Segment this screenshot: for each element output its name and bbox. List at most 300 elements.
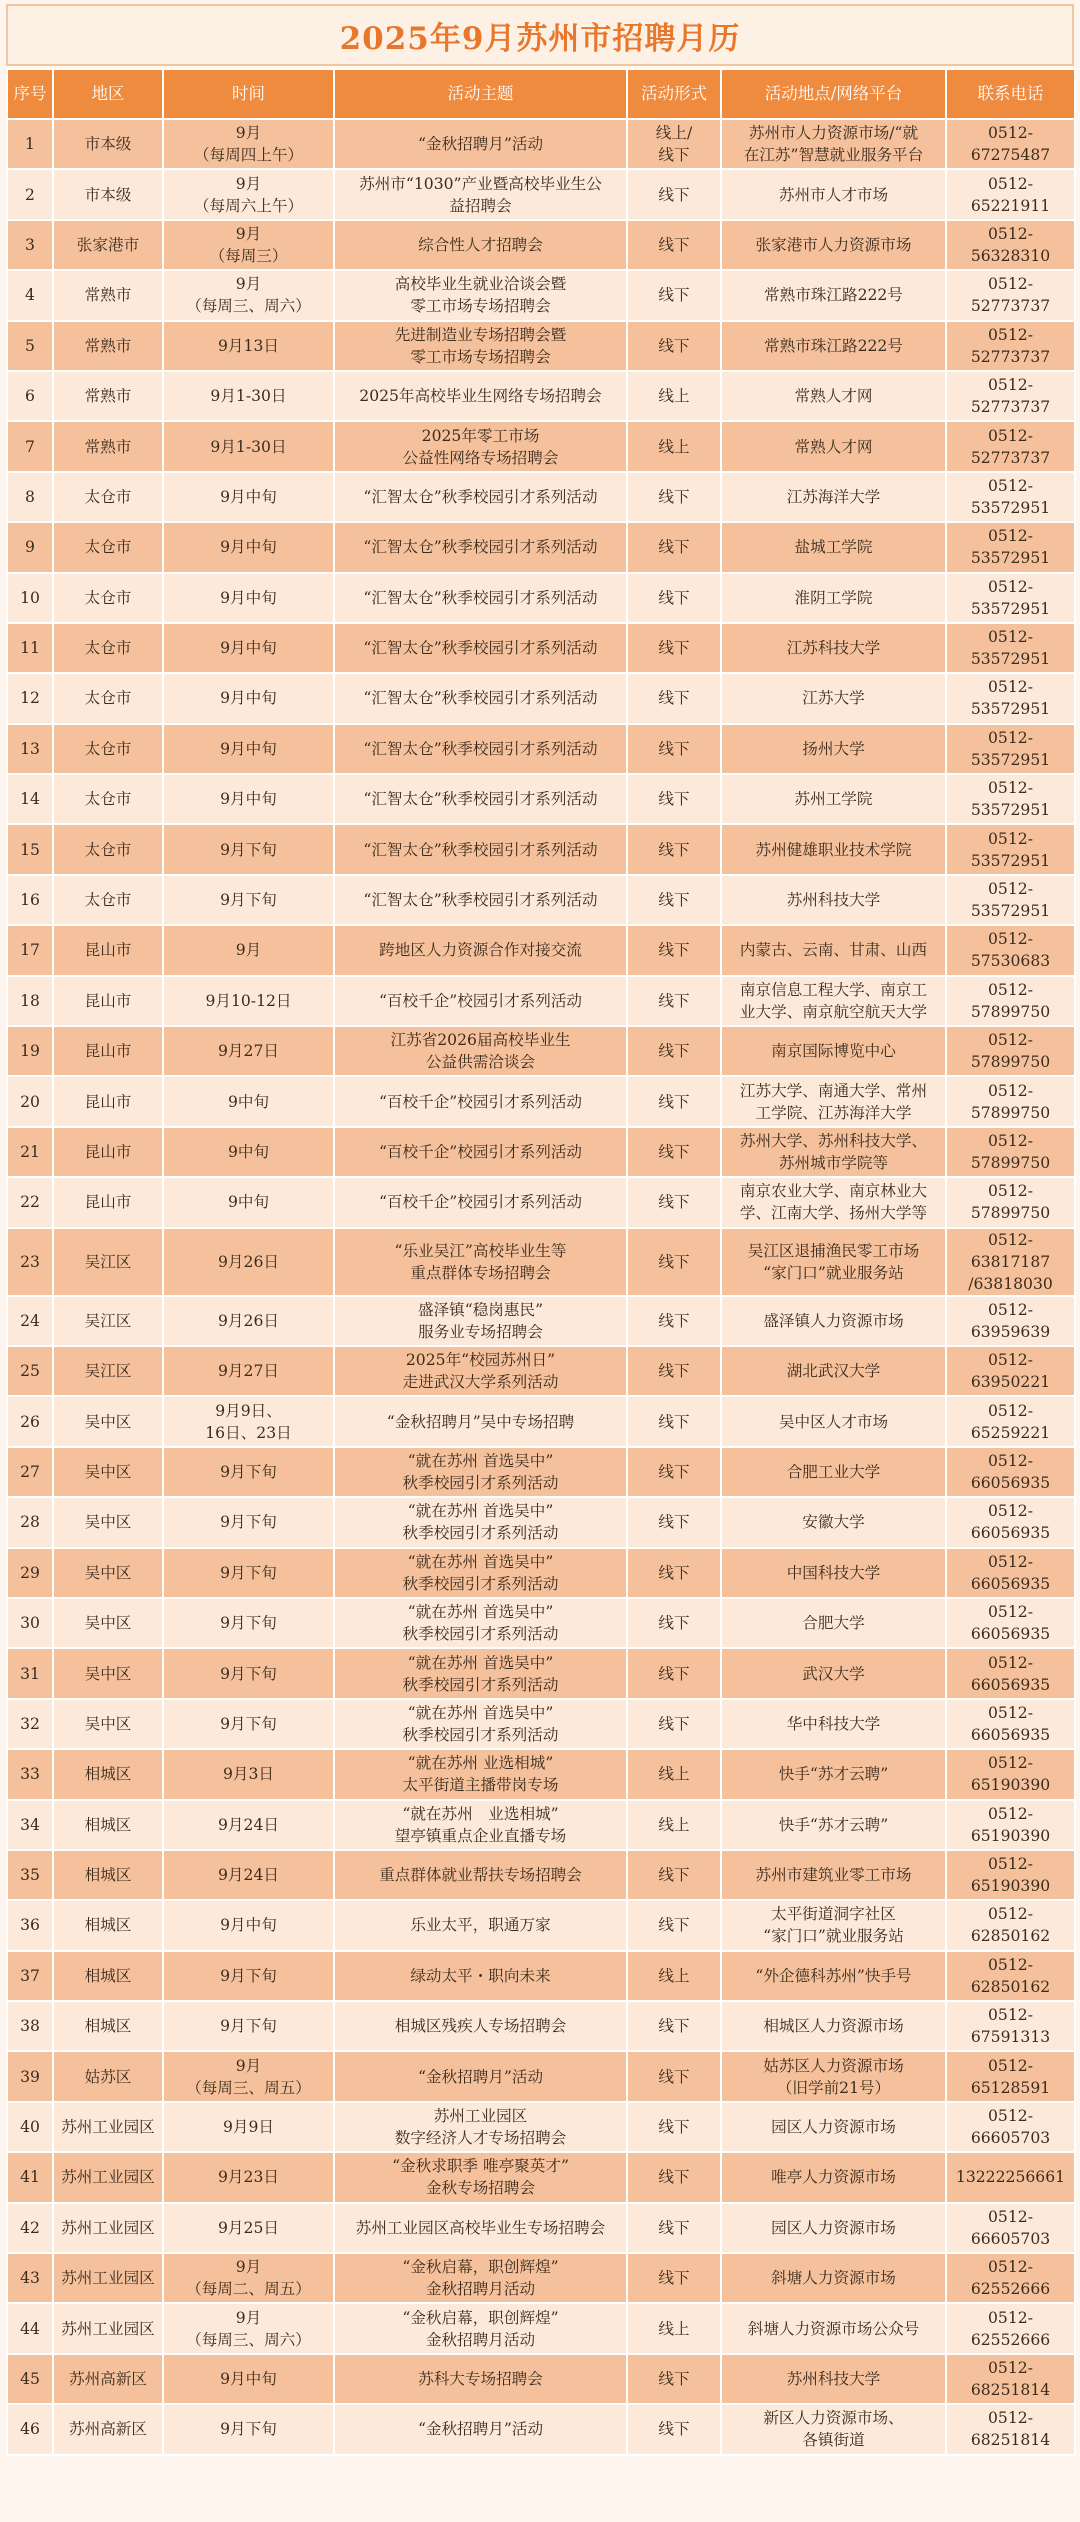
cell-time (163, 774, 334, 824)
cell-venue (721, 2051, 946, 2101)
cell-index (7, 1699, 53, 1749)
cell-theme (334, 724, 627, 774)
title-bar (6, 4, 1074, 66)
cell-format (627, 220, 721, 270)
cell-phone (946, 1296, 1075, 1346)
cell-index (7, 925, 53, 975)
cell-time-text: 9月中旬 (220, 538, 277, 557)
cell-venue (721, 220, 946, 270)
cell-index-text: 38 (20, 2017, 40, 2036)
cell-region-text: 吴中区 (84, 1462, 132, 1481)
cell-index-text: 23 (20, 1252, 40, 1271)
cell-time-text: 9月 （每周三、周五） (186, 2056, 311, 2097)
cell-theme (334, 2354, 627, 2404)
cell-theme-text: “汇智太仓”秋季校园引才系列活动 (363, 840, 598, 859)
cell-phone (946, 673, 1075, 723)
cell-time (163, 1749, 334, 1799)
cell-index-text: 36 (20, 1916, 40, 1935)
cell-theme-text: 先进制造业专场招聘会暨 零工市场专场招聘会 (394, 325, 567, 366)
cell-region (53, 1447, 163, 1497)
cell-theme (334, 1900, 627, 1950)
cell-index-text: 18 (20, 991, 40, 1010)
table-row (7, 1951, 1075, 2001)
cell-format (627, 1900, 721, 1950)
cell-theme-text: “就在苏州 业选相城” 望亭镇重点企业直播专场 (394, 1804, 567, 1845)
cell-venue (721, 1749, 946, 1799)
cell-phone-text: 0512-68251814 (970, 2409, 1051, 2450)
cell-theme-text: “金秋启幕，职创辉煌” 金秋招聘月活动 (402, 2308, 559, 2349)
cell-time (163, 1951, 334, 2001)
cell-format (627, 1648, 721, 1698)
cell-venue-text: 苏州大学、苏州科技大学、 苏州城市学院等 (739, 1132, 928, 1172)
cell-region (53, 472, 163, 522)
cell-region-text: 吴中区 (84, 1412, 132, 1431)
cell-theme-text: “就在苏州 首选吴中” 秋季校园引才系列活动 (402, 1603, 559, 1644)
cell-format (627, 371, 721, 421)
cell-index (7, 270, 53, 320)
cell-index-text: 3 (25, 235, 35, 254)
cell-time (163, 976, 334, 1026)
table-row (7, 472, 1075, 522)
cell-phone-text: 0512-65221911 (970, 174, 1051, 215)
cell-venue (721, 2303, 946, 2353)
cell-phone (946, 1447, 1075, 1497)
cell-theme (334, 472, 627, 522)
cell-format (627, 2001, 721, 2051)
cell-time-text: 9月26日 (218, 1252, 279, 1271)
cell-time-text: 9月 （每周三、周六） (186, 275, 311, 316)
cell-theme-text: “汇智太仓”秋季校园引才系列活动 (363, 588, 598, 607)
cell-region-text: 吴中区 (84, 1563, 132, 1582)
cell-format (627, 976, 721, 1026)
cell-format (627, 472, 721, 522)
cell-region (53, 774, 163, 824)
cell-format (627, 1127, 721, 1177)
cell-theme (334, 1598, 627, 1648)
table-row (7, 875, 1075, 925)
cell-venue-text: 姑苏区人力资源市场 （旧学前21号） (763, 2056, 904, 2097)
cell-theme (334, 774, 627, 824)
cell-venue (721, 421, 946, 471)
cell-theme-text: “金秋招聘月”活动 (417, 2420, 544, 2439)
cell-region-text: 相城区 (84, 1815, 132, 1834)
cell-time (163, 169, 334, 219)
cell-phone-text: 0512-67275487 (970, 124, 1051, 165)
cell-venue-text: 斜塘人力资源市场 (771, 2269, 896, 2288)
cell-region-text: 市本级 (84, 185, 132, 204)
cell-theme-text: “百校千企”校园引才系列活动 (378, 1193, 583, 1212)
cell-index-text: 17 (20, 941, 40, 960)
cell-region-text: 吴中区 (84, 1614, 132, 1633)
cell-venue (721, 2152, 946, 2202)
cell-region (53, 2253, 163, 2303)
cell-format (627, 2152, 721, 2202)
cell-index-text: 35 (20, 1866, 40, 1885)
cell-venue-text: 常熟市珠江路222号 (764, 286, 903, 305)
cell-theme (334, 1076, 627, 1126)
cell-time (163, 2001, 334, 2051)
cell-format-text: 线下 (658, 1092, 690, 1111)
cell-time-text: 9中旬 (227, 1143, 270, 1161)
cell-index (7, 824, 53, 874)
cell-index (7, 321, 53, 371)
cell-index-text: 7 (25, 437, 35, 456)
cell-venue (721, 673, 946, 723)
cell-region (53, 421, 163, 471)
cell-region-text: 太仓市 (84, 790, 132, 809)
cell-theme (334, 1296, 627, 1346)
cell-index (7, 421, 53, 471)
cell-phone-text: 0512-57899750 (970, 1031, 1051, 1072)
cell-venue-text: 苏州工学院 (794, 790, 873, 809)
header-venue: 活动地点/网络平台 (721, 69, 946, 119)
cell-venue (721, 824, 946, 874)
cell-venue (721, 1900, 946, 1950)
table-row (7, 2152, 1075, 2202)
cell-phone-text: 0512-63817187 /63818030 (968, 1230, 1053, 1293)
cell-format-text: 线下 (658, 1193, 690, 1212)
cell-theme-text: 苏州工业园区高校毕业生专场招聘会 (355, 2218, 606, 2237)
cell-index (7, 522, 53, 572)
cell-venue-text: 吴中区人才市场 (778, 1412, 889, 1431)
cell-theme (334, 623, 627, 673)
cell-theme-text: “汇智太仓”秋季校园引才系列活动 (363, 639, 598, 658)
cell-region-text: 太仓市 (84, 891, 132, 910)
cell-venue-text: 园区人力资源市场 (771, 2218, 896, 2237)
cell-region (53, 1900, 163, 1950)
cell-phone (946, 2203, 1075, 2253)
cell-index (7, 1800, 53, 1850)
cell-region (53, 220, 163, 270)
cell-format-text: 线下 (658, 1042, 690, 1061)
cell-index-text: 12 (20, 689, 40, 708)
cell-index-text: 20 (20, 1092, 40, 1111)
cell-time (163, 1177, 334, 1227)
table-row (7, 220, 1075, 270)
cell-format (627, 1228, 721, 1296)
cell-theme-text: “汇智太仓”秋季校园引才系列活动 (363, 689, 598, 708)
cell-venue-text: 苏州市人力资源市场/“就 在江苏”智慧就业服务平台 (743, 124, 924, 165)
cell-index (7, 472, 53, 522)
cell-time-text: 9月 （每周二、周五） (186, 2258, 311, 2299)
table-row (7, 1900, 1075, 1950)
cell-region (53, 2102, 163, 2152)
cell-index-text: 32 (20, 1714, 40, 1733)
cell-index-text: 19 (20, 1042, 40, 1061)
cell-venue-text: 合肥工业大学 (786, 1462, 881, 1481)
cell-theme (334, 1800, 627, 1850)
cell-time (163, 472, 334, 522)
cell-format (627, 623, 721, 673)
cell-venue-text: 苏州科技大学 (786, 2369, 881, 2388)
table-row (7, 1800, 1075, 1850)
cell-index (7, 119, 53, 169)
cell-theme (334, 1548, 627, 1598)
cell-format (627, 2203, 721, 2253)
cell-phone (946, 421, 1075, 471)
cell-region-text: 昆山市 (84, 1143, 132, 1161)
table-row (7, 2102, 1075, 2152)
cell-time-text: 9月中旬 (220, 588, 277, 607)
cell-format (627, 673, 721, 723)
cell-phone (946, 724, 1075, 774)
cell-time (163, 875, 334, 925)
cell-theme (334, 1497, 627, 1547)
cell-theme-text: “就在苏州 首选吴中” 秋季校园引才系列活动 (402, 1703, 559, 1744)
table-row (7, 1396, 1075, 1446)
cell-venue-text: 常熟市珠江路222号 (764, 336, 903, 355)
cell-theme (334, 1951, 627, 2001)
cell-time-text: 9月下旬 (220, 1714, 277, 1733)
cell-time (163, 1076, 334, 1126)
cell-venue-text: 江苏大学 (802, 689, 865, 708)
cell-region (53, 673, 163, 723)
cell-phone (946, 976, 1075, 1026)
cell-theme (334, 371, 627, 421)
cell-region-text: 市本级 (84, 135, 132, 154)
cell-format-text: 线上 (658, 1966, 690, 1985)
cell-index (7, 169, 53, 219)
cell-region-text: 昆山市 (84, 1193, 132, 1212)
cell-time-text: 9月24日 (218, 1866, 279, 1885)
cell-region (53, 2354, 163, 2404)
cell-region (53, 321, 163, 371)
table-row (7, 2001, 1075, 2051)
cell-region (53, 623, 163, 673)
cell-region-text: 常熟市 (84, 437, 132, 456)
cell-format-text: 线下 (658, 1916, 690, 1935)
cell-region-text: 太仓市 (84, 639, 132, 658)
cell-index (7, 1177, 53, 1227)
cell-theme (334, 421, 627, 471)
cell-index-text: 46 (20, 2420, 40, 2439)
cell-region-text: 相城区 (84, 1966, 132, 1985)
cell-region (53, 2404, 163, 2454)
cell-format (627, 421, 721, 471)
cell-theme-text: “汇智太仓”秋季校园引才系列活动 (363, 891, 598, 910)
cell-theme-text: 苏州工业园区 数字经济人才专场招聘会 (394, 2107, 567, 2148)
table-row (7, 774, 1075, 824)
cell-venue-text: 唯亭人力资源市场 (771, 2168, 896, 2187)
header-theme: 活动主题 (334, 69, 627, 119)
cell-region-text: 吴中区 (84, 1714, 132, 1733)
cell-region-text: 吴中区 (84, 1513, 132, 1532)
cell-venue-text: 中国科技大学 (786, 1563, 881, 1582)
cell-phone-text: 0512-62552666 (970, 2258, 1051, 2299)
cell-time-text: 9月9日 (222, 2118, 275, 2137)
cell-venue-text: 常熟人才网 (794, 387, 873, 406)
cell-time (163, 1026, 334, 1076)
cell-theme-text: 高校毕业生就业洽谈会暨 零工市场专场招聘会 (394, 275, 567, 316)
cell-time-text: 9月中旬 (220, 1916, 277, 1935)
cell-phone-text: 0512-62850162 (970, 1905, 1051, 1946)
cell-region-text: 相城区 (84, 1765, 132, 1784)
cell-venue (721, 1548, 946, 1598)
cell-time-text: 9月下旬 (220, 2017, 277, 2036)
cell-format-text: 线下 (658, 1252, 690, 1271)
cell-venue-text: 淮阴工学院 (794, 588, 873, 607)
cell-index-text: 13 (20, 739, 40, 758)
cell-phone-text: 0512-63950221 (970, 1351, 1051, 1392)
cell-format (627, 1951, 721, 2001)
cell-index (7, 2102, 53, 2152)
cell-time (163, 1900, 334, 1950)
cell-region-text: 常熟市 (84, 286, 132, 305)
cell-format (627, 270, 721, 320)
cell-index-text: 42 (20, 2218, 40, 2237)
cell-index (7, 2303, 53, 2353)
cell-venue (721, 321, 946, 371)
cell-theme-text: “汇智太仓”秋季校园引才系列活动 (363, 538, 598, 557)
cell-region (53, 2303, 163, 2353)
cell-region-text: 吴中区 (84, 1664, 132, 1683)
cell-time (163, 421, 334, 471)
cell-region (53, 573, 163, 623)
cell-format-text: 线下 (658, 2369, 690, 2388)
cell-phone (946, 573, 1075, 623)
cell-theme (334, 2404, 627, 2454)
cell-theme-text: 绿动太平・职向未来 (410, 1966, 551, 1985)
cell-theme (334, 1127, 627, 1177)
cell-region-text: 常熟市 (84, 336, 132, 355)
table-row (7, 1296, 1075, 1346)
cell-index-text: 34 (20, 1815, 40, 1834)
header-region: 地区 (53, 69, 163, 119)
table-row (7, 1228, 1075, 1296)
cell-region-text: 相城区 (84, 1916, 132, 1935)
cell-index (7, 623, 53, 673)
cell-phone-text: 0512-65128591 (970, 2056, 1051, 2097)
cell-index-text: 5 (25, 336, 35, 355)
cell-region (53, 1228, 163, 1296)
cell-phone (946, 623, 1075, 673)
cell-theme (334, 1850, 627, 1900)
cell-theme-text: “百校千企”校园引才系列活动 (378, 1143, 583, 1161)
cell-region-text: 太仓市 (84, 739, 132, 758)
cell-theme (334, 2203, 627, 2253)
cell-venue (721, 774, 946, 824)
cell-venue-text: 扬州大学 (802, 739, 865, 758)
cell-time-text: 9月 （每周四上午） (193, 124, 304, 165)
cell-index (7, 371, 53, 421)
cell-time (163, 270, 334, 320)
cell-venue (721, 472, 946, 522)
cell-phone-text: 0512-52773737 (970, 426, 1051, 467)
cell-theme (334, 119, 627, 169)
cell-theme (334, 1346, 627, 1396)
cell-phone (946, 522, 1075, 572)
cell-phone (946, 1346, 1075, 1396)
cell-theme-text: 2025年零工市场 公益性网络专场招聘会 (402, 426, 559, 467)
table-row (7, 1346, 1075, 1396)
cell-region-text: 苏州高新区 (69, 2369, 147, 2388)
cell-region (53, 1177, 163, 1227)
cell-phone-text: 0512-63959639 (970, 1300, 1051, 1341)
cell-format-text: 线下 (658, 2168, 690, 2187)
cell-index (7, 1951, 53, 2001)
cell-time-text: 9月下旬 (220, 1664, 277, 1683)
table-row (7, 1749, 1075, 1799)
table-row (7, 522, 1075, 572)
cell-venue-text: 内蒙古、云南、甘肃、山西 (739, 941, 928, 960)
cell-region (53, 1396, 163, 1446)
cell-phone (946, 1598, 1075, 1648)
cell-time (163, 1296, 334, 1346)
cell-time (163, 321, 334, 371)
cell-venue (721, 2203, 946, 2253)
cell-region-text: 苏州高新区 (69, 2420, 147, 2439)
cell-theme-text: 乐业太平，职通万家 (410, 1916, 551, 1935)
table-row (7, 925, 1075, 975)
cell-phone-text: 0512-57899750 (970, 980, 1051, 1021)
cell-index-text: 30 (20, 1614, 40, 1633)
cell-phone (946, 2152, 1075, 2202)
cell-time (163, 2051, 334, 2101)
cell-time-text: 9月13日 (218, 336, 279, 355)
header-phone: 联系电话 (946, 69, 1075, 119)
cell-theme-text: 重点群体就业帮扶专场招聘会 (379, 1866, 582, 1885)
cell-region (53, 1548, 163, 1598)
cell-venue (721, 1598, 946, 1648)
cell-venue (721, 119, 946, 169)
cell-phone-text: 0512-53572951 (970, 476, 1051, 517)
cell-venue-text: 湖北武汉大学 (786, 1362, 881, 1381)
cell-phone (946, 875, 1075, 925)
header-index: 序号 (7, 69, 53, 119)
cell-format-text: 线下 (658, 1866, 690, 1885)
cell-index-text: 2 (25, 185, 35, 204)
cell-phone-text: 0512-53572951 (970, 880, 1051, 921)
cell-phone (946, 119, 1075, 169)
table-row (7, 824, 1075, 874)
cell-format-text: 线下 (658, 336, 690, 355)
cell-region-text: 吴江区 (84, 1311, 132, 1330)
header-format: 活动形式 (627, 69, 721, 119)
cell-format-text: 线上 (658, 387, 690, 406)
cell-venue-text: 太平街道洞字社区 “家门口”就业服务站 (763, 1905, 904, 1946)
cell-venue-text: 苏州市人才市场 (778, 185, 889, 204)
cell-phone (946, 2102, 1075, 2152)
cell-region-text: 太仓市 (84, 588, 132, 607)
cell-venue-text: 合肥大学 (802, 1614, 865, 1633)
cell-theme (334, 1177, 627, 1227)
cell-venue-text: 南京国际博览中心 (771, 1042, 896, 1061)
cell-venue-text: 斜塘人力资源市场公众号 (747, 2319, 920, 2338)
cell-time (163, 1598, 334, 1648)
cell-time (163, 2253, 334, 2303)
cell-format (627, 2253, 721, 2303)
cell-index (7, 1447, 53, 1497)
recruitment-schedule-table (6, 68, 1076, 2456)
cell-region-text: 相城区 (84, 1866, 132, 1885)
cell-format-text: 线下 (658, 1362, 690, 1381)
cell-index (7, 2203, 53, 2253)
cell-index (7, 1026, 53, 1076)
cell-venue (721, 1026, 946, 1076)
cell-phone (946, 824, 1075, 874)
cell-format (627, 1177, 721, 1227)
cell-index-text: 4 (25, 286, 35, 305)
cell-phone (946, 169, 1075, 219)
cell-region (53, 1699, 163, 1749)
cell-index-text: 10 (20, 588, 40, 607)
cell-format (627, 1800, 721, 1850)
cell-venue (721, 1177, 946, 1227)
cell-phone-text: 0512-57530683 (970, 930, 1051, 971)
cell-time (163, 2152, 334, 2202)
cell-index (7, 724, 53, 774)
table-row (7, 1177, 1075, 1227)
